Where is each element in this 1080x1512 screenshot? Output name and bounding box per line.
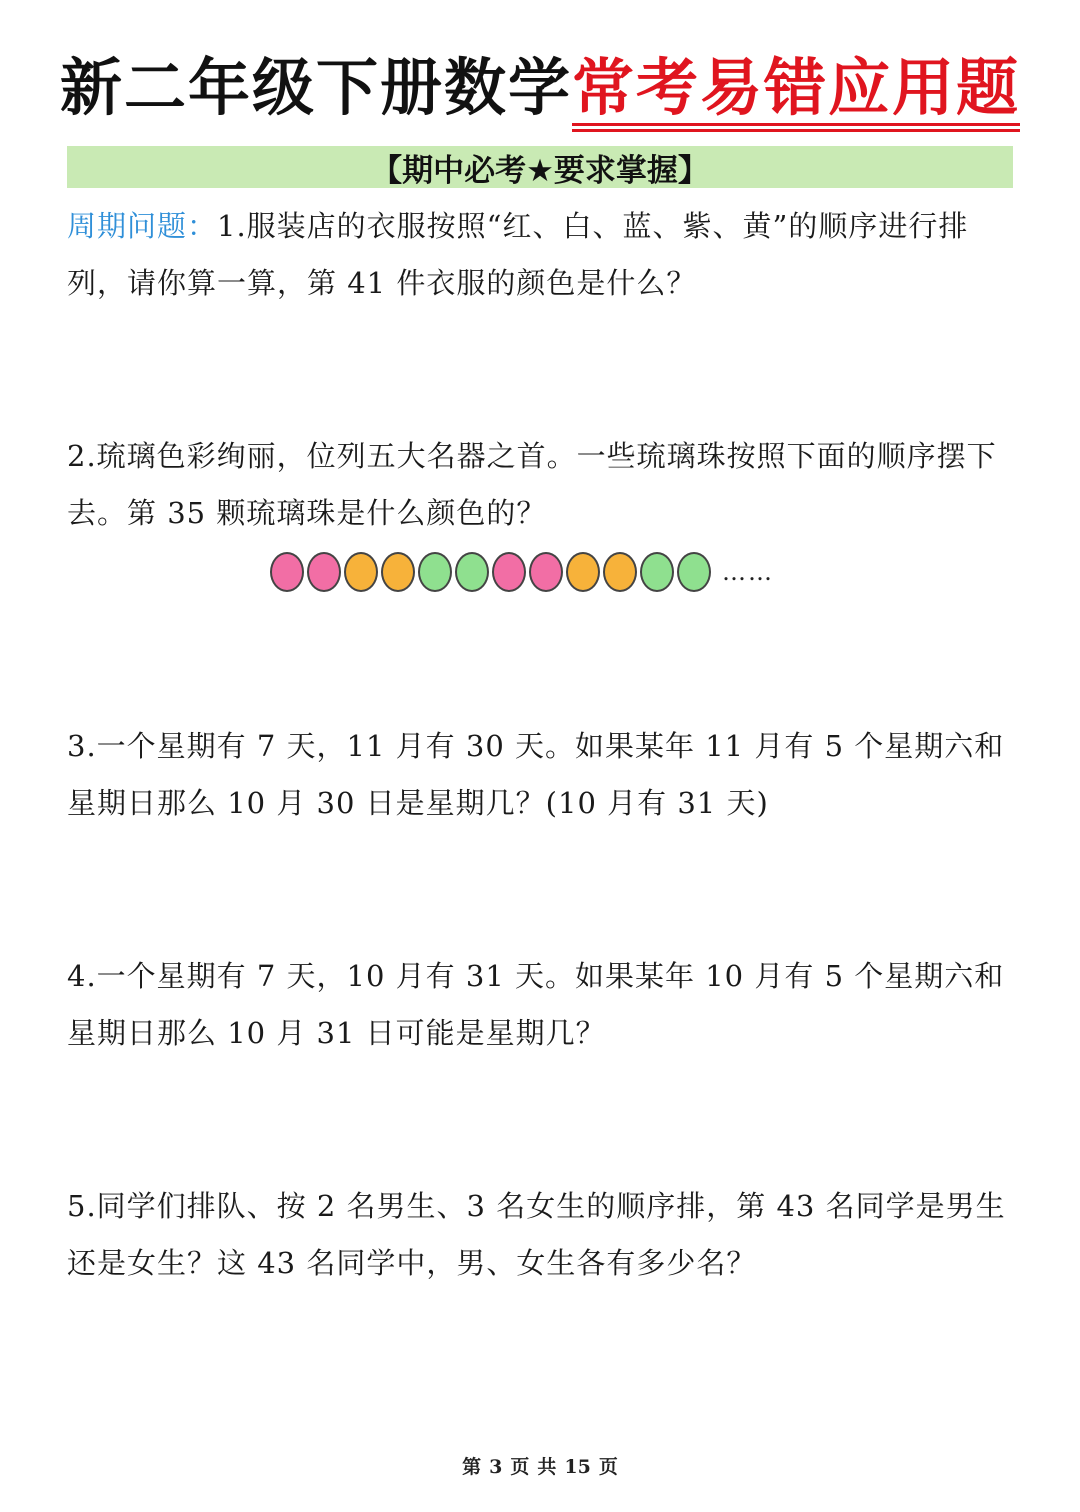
bead xyxy=(677,552,711,592)
question-1 xyxy=(67,198,1017,312)
question-5 xyxy=(67,1178,1017,1292)
footer-total-pages: 15 xyxy=(564,1456,591,1478)
bead xyxy=(344,552,378,592)
footer-page-number: 3 xyxy=(489,1456,503,1478)
question-1-text: 1.服装店的衣服按照“红、白、蓝、紫、黄”的顺序进行排列，请你算一算，第 41 件衣服的颜色是什么？ xyxy=(67,209,969,300)
category-label: 周期问题： xyxy=(67,209,218,243)
bead xyxy=(307,552,341,592)
bead-ellipsis: …… xyxy=(722,558,774,586)
question-4-text: 4.一个星期有 7 天，10 月有 31 天。如果某年 10 月有 5 个星期六和星期日那么 10 月 31 日可能是星期几？ xyxy=(67,959,1005,1050)
bead xyxy=(640,552,674,592)
question-3 xyxy=(67,718,1017,832)
bead xyxy=(455,552,489,592)
footer-ye: 页 xyxy=(510,1456,530,1478)
title-main: 新二年级下册数学 xyxy=(59,51,572,124)
footer-gong: 共 xyxy=(537,1456,557,1478)
question-2-text: 2.琉璃色彩绚丽，位列五大名器之首。一些琉璃珠按照下面的顺序摆下去。第 35 颗琉璃珠是什么颜色的？ xyxy=(67,439,997,530)
bead xyxy=(566,552,600,592)
bead xyxy=(529,552,563,592)
question-5-text: 5.同学们排队、按 2 名男生、3 名女生的顺序排，第 43 名同学是男生还是女生？这 43 名同学中，男、女生各有多少名？ xyxy=(67,1189,1006,1280)
bead xyxy=(418,552,452,592)
question-4 xyxy=(67,948,1017,1062)
section-banner: 【期中必考★要求掌握】 xyxy=(67,146,1013,188)
question-3-text: 3.一个星期有 7 天，11 月有 30 天。如果某年 11 月有 5 个星期六和星期日那么 10 月 30 日是星期几？(10 月有 31 天) xyxy=(67,729,1005,820)
page-title xyxy=(0,48,1080,128)
bead xyxy=(492,552,526,592)
footer-di: 第 xyxy=(462,1456,482,1478)
bead xyxy=(270,552,304,592)
bead xyxy=(603,552,637,592)
footer-ye-2: 页 xyxy=(598,1456,618,1478)
bead-sequence xyxy=(270,550,774,594)
bead xyxy=(381,552,415,592)
question-2 xyxy=(67,428,1017,542)
page-footer xyxy=(0,1452,1080,1479)
title-highlight: 常考易错应用题 xyxy=(572,51,1021,124)
